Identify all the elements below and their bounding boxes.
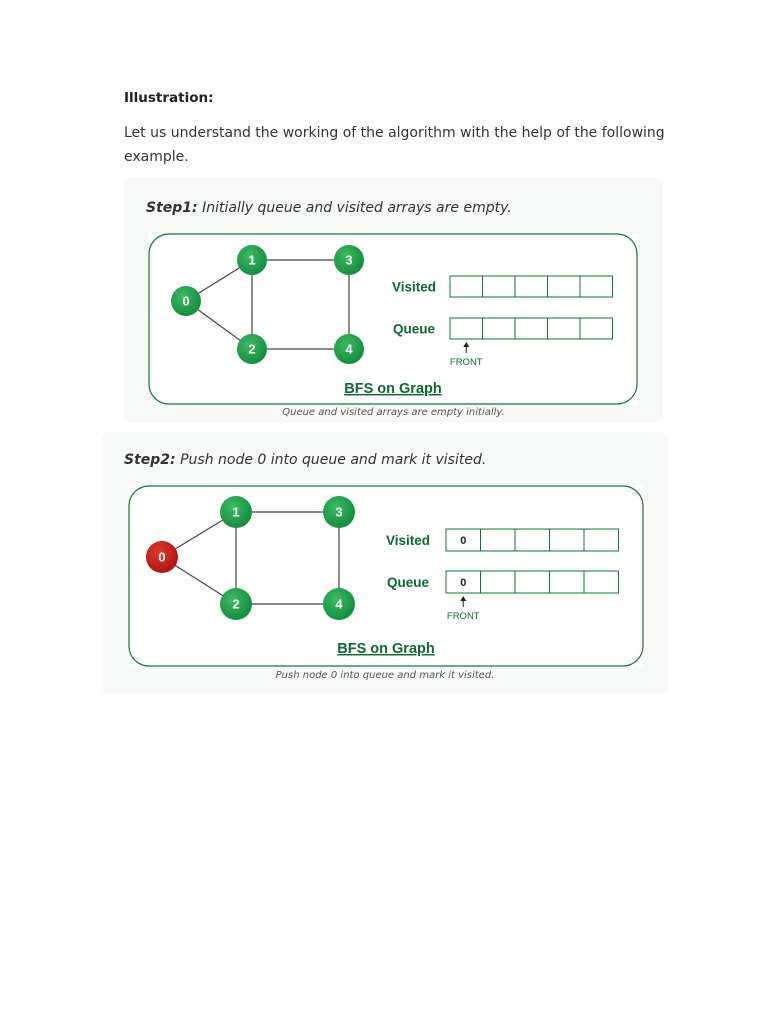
step2-front-arrow-head — [460, 596, 466, 601]
step1-visited-cell-3 — [548, 276, 581, 297]
step2-queue-value-0: 0 — [460, 577, 467, 589]
step1-description — [146, 200, 512, 216]
step2-node-1-label: 1 — [232, 504, 240, 520]
step2-queue-label: Queue — [386, 575, 430, 590]
step2-node-4-label: 4 — [335, 596, 343, 612]
step2-node-3-label: 3 — [335, 504, 343, 520]
step2-queue-cell-4 — [584, 571, 619, 593]
step2-node-2-label: 2 — [232, 596, 240, 612]
step2-visited-cell-1 — [481, 529, 516, 551]
step2-description — [124, 452, 486, 468]
step1-queue-cell-0 — [450, 318, 483, 339]
step1-bfs-diagram — [148, 233, 638, 405]
step2-visited-cell-2 — [515, 529, 550, 551]
step2-visited-cell-4 — [584, 529, 619, 551]
step2-visited-value-0: 0 — [460, 535, 467, 547]
step1-node-4-label: 4 — [345, 341, 353, 357]
step1-graph-title: BFS on Graph — [344, 381, 442, 397]
step2-queue-cell-3 — [550, 571, 585, 593]
step2-text: Push node 0 into queue and mark it visited. — [175, 452, 487, 468]
step1-queue-cell-2 — [515, 318, 548, 339]
step1-node-3-label: 3 — [345, 252, 353, 268]
step2-caption: Push node 0 into queue and mark it visited. — [275, 670, 495, 681]
step2-node-0-label: 0 — [158, 549, 166, 565]
step1-queue-cell-3 — [548, 318, 581, 339]
step1-queue-label: Queue — [392, 321, 436, 337]
step1-queue-cell-1 — [483, 318, 516, 339]
step1-visited-cell-0 — [450, 276, 483, 297]
step2-graph-title: BFS on Graph — [337, 641, 435, 657]
step1-node-0-label: 0 — [182, 293, 190, 309]
step1-front-arrow-head — [463, 342, 469, 347]
step2-front-label: FRONT — [446, 611, 480, 622]
step2-queue-cell-2 — [515, 571, 550, 593]
step1-visited-label: Visited — [391, 279, 437, 295]
step1-label: Step1: — [146, 200, 198, 216]
step2-label: Step2: — [124, 452, 176, 468]
step1-text: Initially queue and visited arrays are empty. — [197, 200, 512, 216]
step2-queue-cell-1 — [481, 571, 516, 593]
section-heading: Illustration: — [124, 90, 214, 106]
step1-figure — [124, 178, 663, 422]
step2-visited-label: Visited — [385, 533, 431, 548]
step1-node-2-label: 2 — [248, 341, 256, 357]
step1-node-1-label: 1 — [248, 252, 256, 268]
step1-visited-cell-1 — [483, 276, 516, 297]
step2-visited-cell-3 — [550, 529, 585, 551]
step1-diagram-panel — [148, 233, 638, 405]
step1-caption: Queue and visited arrays are empty initially. — [282, 407, 505, 418]
step1-visited-cell-2 — [515, 276, 548, 297]
step1-queue-cell-4 — [580, 318, 613, 339]
step2-figure — [102, 432, 668, 693]
step1-visited-cell-4 — [580, 276, 613, 297]
step2-bfs-diagram — [128, 485, 644, 667]
step2-diagram-panel — [128, 485, 644, 667]
step1-front-label: FRONT — [449, 357, 483, 368]
intro-paragraph: Let us understand the working of the algorithm with the help of the following example. — [124, 125, 665, 165]
